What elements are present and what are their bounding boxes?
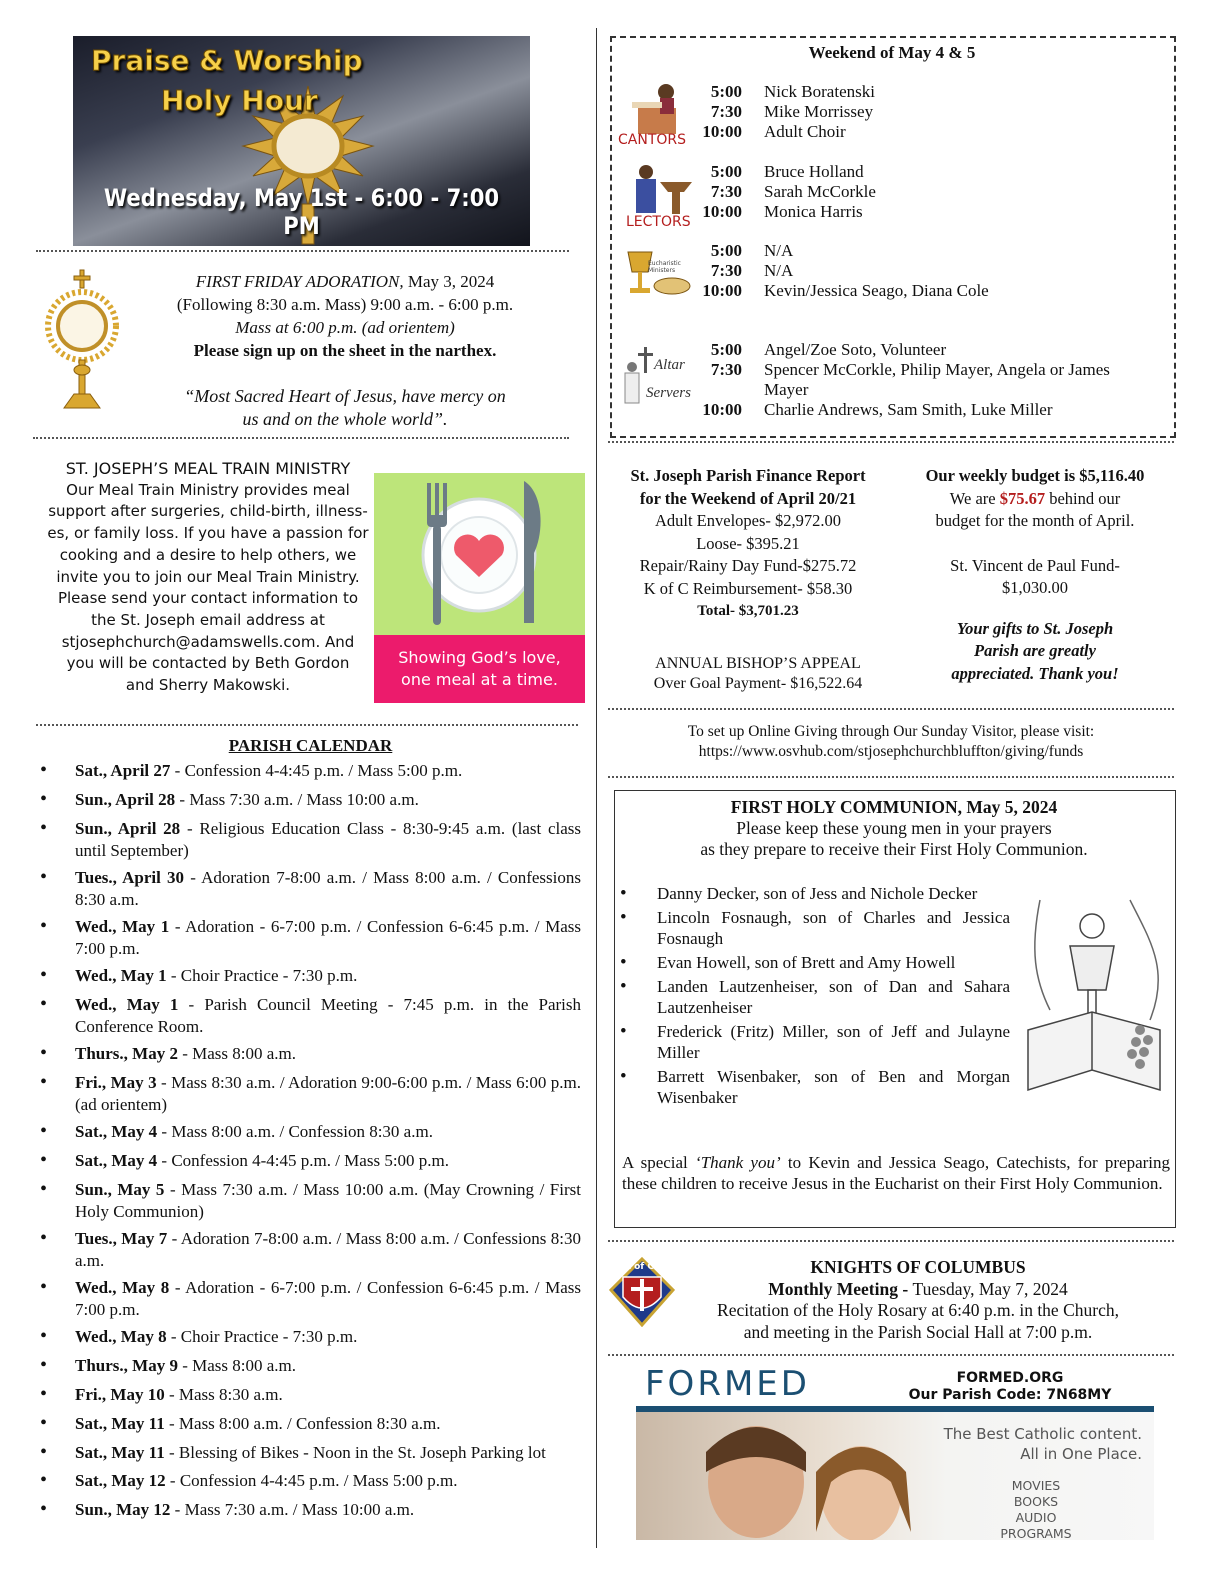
calendar-item bbox=[40, 1470, 581, 1492]
svdp-amount: $1,030.00 bbox=[1002, 578, 1068, 597]
calendar-day: Fri., May 10 bbox=[75, 1385, 165, 1404]
calendar-text: Adoration - 6-7:00 p.m. / Confession 6-6:45 p.m. / Mass 7:00 p.m. bbox=[75, 917, 581, 958]
servers-illustration bbox=[618, 345, 690, 413]
minister-name: Monica Harris bbox=[764, 202, 863, 221]
lectors-label: LECTORS bbox=[626, 214, 691, 230]
bishops-appeal bbox=[608, 654, 908, 694]
giving-url[interactable]: https://www.osvhub.com/stjosephchurchbluffton/giving/funds bbox=[698, 743, 1084, 760]
online-giving bbox=[608, 722, 1174, 762]
time: 10:00 bbox=[702, 202, 742, 221]
calendar-day: Wed., May 8 bbox=[75, 1327, 167, 1346]
formed-tagline bbox=[912, 1424, 1142, 1464]
calendar-day: Wed., May 1 bbox=[75, 995, 179, 1014]
calendar-text: Mass 7:30 a.m. / Mass 10:00 a.m. (May Crowning / First Holy Communion) bbox=[75, 1180, 581, 1221]
calendar-sep: - bbox=[164, 1180, 182, 1199]
finance-title-1: St. Joseph Parish Finance Report bbox=[630, 466, 866, 485]
calendar-day: Sat., May 11 bbox=[75, 1414, 165, 1433]
first-friday-date: May 3, 2024 bbox=[403, 272, 495, 291]
calendar-item bbox=[40, 1384, 581, 1406]
calendar-text: Parish Council Meeting - 7:45 p.m. in the Parish Conference Room. bbox=[75, 995, 581, 1036]
formed-item: MOVIES bbox=[1011, 1478, 1061, 1493]
chalice-book-illustration bbox=[1020, 880, 1170, 1112]
kofc-section bbox=[680, 1257, 1156, 1343]
calendar-item bbox=[40, 1413, 581, 1435]
giving-text: To set up Online Giving through Our Sunday Visitor, please visit: bbox=[687, 723, 1095, 740]
time: 5:00 bbox=[710, 82, 742, 101]
time: 10:00 bbox=[702, 281, 742, 300]
divider bbox=[608, 1354, 1174, 1356]
calendar-item bbox=[40, 1277, 581, 1320]
appeal-title: ANNUAL BISHOP’S APPEAL bbox=[655, 655, 861, 672]
calendar-text: Mass 7:30 a.m. / Mass 10:00 a.m. bbox=[184, 1499, 415, 1519]
first-friday-title: FIRST FRIDAY ADORATION, bbox=[195, 272, 404, 291]
minister-name: Bruce Holland bbox=[764, 162, 864, 181]
behind-line-2: budget for the month of April. bbox=[935, 511, 1135, 530]
minister-name: Kevin/Jessica Seago, Diana Cole bbox=[764, 281, 989, 300]
meal-line: Our Meal Train Ministry provides meal bbox=[66, 480, 350, 499]
calendar-sep: - bbox=[169, 1278, 186, 1297]
meal-line: invite you to join our Meal Train Ministry. bbox=[56, 567, 360, 586]
time: 5:00 bbox=[710, 162, 742, 181]
divider bbox=[608, 708, 1174, 710]
minister-name: Spencer McCorkle, Philip Mayer, Angela or James bbox=[764, 360, 1110, 379]
calendar-item bbox=[40, 1326, 581, 1348]
formed-item: AUDIO bbox=[1015, 1510, 1057, 1525]
banner-line2: Holy Hour bbox=[161, 84, 318, 117]
lectors-icon bbox=[622, 162, 702, 232]
altar-servers-icon bbox=[618, 345, 690, 413]
calendar-sep: - bbox=[156, 1073, 172, 1092]
monstrance-icon bbox=[42, 268, 122, 413]
communion-header bbox=[614, 797, 1174, 860]
calendar-text: Choir Practice - 7:30 p.m. bbox=[180, 1327, 358, 1346]
first-friday-signup: Please sign up on the sheet in the narthex. bbox=[193, 341, 497, 360]
communion-thanks-post: to Kevin and Jessica Seago, Catechists, for preparing these children to receive Jesus in the Eucharist on their First Holy Communion. bbox=[622, 1153, 1170, 1193]
meal-graphic-bg bbox=[374, 473, 585, 635]
calendar-item bbox=[40, 1179, 581, 1222]
calendar-day: Sat., May 4 bbox=[75, 1151, 158, 1170]
communion-thanks bbox=[622, 1152, 1170, 1194]
meal-line: you will be contacted by Beth Gordon bbox=[66, 654, 350, 673]
calendar-item bbox=[40, 1150, 581, 1172]
thanks-line: Your gifts to St. Joseph bbox=[956, 618, 1114, 638]
meal-title: ST. JOSEPH’S MEAL TRAIN MINISTRY bbox=[65, 459, 351, 478]
finance-line: Repair/Rainy Day Fund-$275.72 bbox=[639, 556, 857, 575]
svdp-title: St. Vincent de Paul Fund- bbox=[950, 555, 1120, 575]
finance-line: K of C Reimbursement- $58.30 bbox=[643, 578, 853, 598]
meal-line: the St. Joseph email address at bbox=[91, 610, 325, 629]
calendar-sep: - bbox=[180, 819, 200, 838]
calendar-item bbox=[40, 789, 581, 811]
time: 10:00 bbox=[702, 122, 742, 141]
formed-info bbox=[900, 1370, 1120, 1404]
kofc-meeting-label: Monthly Meeting - bbox=[768, 1278, 913, 1299]
calendar-text: Mass 8:00 a.m. bbox=[192, 1356, 297, 1375]
meal-line: Please send your contact information to bbox=[57, 589, 359, 608]
calendar-day: Sun., April 28 bbox=[75, 790, 176, 809]
meal-slogan-1: Showing God’s love, bbox=[398, 648, 561, 667]
calendar-day: Sat., April 27 bbox=[75, 761, 171, 780]
calendar-sep: - bbox=[175, 790, 190, 809]
calendar-day: Tues., April 30 bbox=[75, 868, 185, 887]
calendar-item bbox=[40, 1442, 581, 1464]
communicant-item: • Lincoln Fosnaugh, son of Charles and Jessica Fosnaugh bbox=[620, 907, 1010, 949]
banner-footer: Wednesday, May 1st - 6:00 - 7:00 PM bbox=[103, 184, 500, 240]
servers-label-1: Altar bbox=[654, 357, 685, 373]
minister-name: Mike Morrissey bbox=[764, 102, 874, 121]
behind-text: behind our bbox=[1045, 488, 1121, 508]
time: 7:30 bbox=[710, 261, 742, 280]
meal-line: stjosephchurch@adamswells.com. And bbox=[61, 632, 355, 651]
calendar-item bbox=[40, 916, 581, 959]
formed-tag-2: All in One Place. bbox=[1020, 1445, 1142, 1463]
calendar-sep: - bbox=[170, 1499, 185, 1519]
minister-name: Adult Choir bbox=[764, 122, 846, 141]
calendar-sep: - bbox=[166, 966, 181, 985]
calendar-text: Religious Education Class - 8:30-9:45 a.m. (last class until September) bbox=[75, 819, 581, 860]
finance-line: Loose- $395.21 bbox=[696, 533, 800, 553]
time: 5:00 bbox=[710, 340, 742, 359]
cantors-label: CANTORS bbox=[618, 132, 687, 148]
behind-text: We are bbox=[949, 488, 1000, 508]
divider bbox=[36, 724, 578, 726]
calendar-day: Sat., May 11 bbox=[75, 1443, 165, 1462]
lectors-schedule bbox=[700, 162, 876, 222]
formed-tag-1: The Best Catholic content. bbox=[943, 1425, 1142, 1443]
plate-icon bbox=[374, 473, 585, 635]
calendar-text: Mass 8:00 a.m. / Confession 8:30 a.m. bbox=[171, 1122, 433, 1141]
calendar-day: Wed., May 1 bbox=[75, 966, 167, 985]
calendar-title: PARISH CALENDAR bbox=[228, 736, 393, 755]
time: 7:30 bbox=[710, 360, 742, 379]
divider bbox=[608, 441, 1174, 443]
kofc-line: Recitation of the Holy Rosary at 6:40 p.m. in the Church, bbox=[717, 1300, 1119, 1320]
communicant-item: • Landen Lautzenheiser, son of Dan and Sahara Lautzenheiser bbox=[620, 976, 1010, 1018]
communicants-list bbox=[620, 883, 1010, 1111]
calendar-item bbox=[40, 965, 581, 987]
formed-site[interactable]: FORMED.ORG bbox=[956, 1370, 1064, 1386]
calendar-item bbox=[40, 1121, 581, 1143]
calendar-sep: - bbox=[184, 868, 202, 887]
eucharistic-ministers-icon bbox=[618, 246, 696, 304]
budget-section bbox=[895, 465, 1175, 685]
meal-slogan-2: one meal at a time. bbox=[401, 670, 558, 689]
cantors-icon bbox=[618, 78, 698, 150]
meal-line: es, or family loss. If you have a passion for bbox=[47, 524, 369, 543]
calendar-item bbox=[40, 1072, 581, 1115]
communicant-item: • Danny Decker, son of Jess and Nichole Decker bbox=[620, 883, 1010, 904]
communion-title: FIRST HOLY COMMUNION, May 5, 2024 bbox=[730, 797, 1058, 817]
calendar-day: Sat., May 4 bbox=[75, 1122, 158, 1141]
formed-ad-image bbox=[636, 1412, 1154, 1540]
calendar-item bbox=[40, 1043, 581, 1065]
meal-line: support after surgeries, child-birth, illness- bbox=[48, 502, 368, 521]
calendar-text: Choir Practice - 7:30 p.m. bbox=[180, 966, 358, 985]
communion-thanks-em: ‘Thank you’ bbox=[695, 1153, 781, 1172]
calendar-day: Sat., May 12 bbox=[75, 1470, 166, 1490]
time: 5:00 bbox=[710, 241, 742, 260]
calendar-text: Adoration 7-8:00 a.m. / Mass 8:00 a.m. / Confessions 8:30 a.m. bbox=[75, 868, 582, 909]
calendar-item bbox=[40, 760, 581, 782]
minister-name: Charlie Andrews, Sam Smith, Luke Miller bbox=[764, 400, 1053, 419]
first-friday-section bbox=[130, 270, 560, 431]
servers-label-2: Servers bbox=[646, 385, 691, 401]
weekly-budget: Our weekly budget is $5,116.40 bbox=[925, 466, 1145, 485]
divider bbox=[33, 437, 569, 439]
first-friday-quote-2: us and on the whole world”. bbox=[242, 409, 448, 429]
calendar-day: Fri., May 3 bbox=[75, 1073, 157, 1092]
divider bbox=[608, 776, 1174, 778]
calendar-item bbox=[40, 1355, 581, 1377]
finance-total: Total- $3,701.23 bbox=[697, 603, 799, 619]
holy-hour-banner bbox=[73, 36, 530, 246]
finance-report bbox=[608, 465, 888, 623]
calendar-sep: - bbox=[178, 995, 205, 1014]
eucharistic-label: Eucharistic Ministers bbox=[648, 260, 681, 274]
communicant-item: • Evan Howell, son of Brett and Amy Howell bbox=[620, 952, 1010, 973]
formed-item: PROGRAMS bbox=[1000, 1526, 1072, 1540]
calendar-day: Sun., April 28 bbox=[75, 819, 181, 838]
meal-line: and Sherry Makowski. bbox=[125, 676, 291, 695]
calendar-day: Tues., May 7 bbox=[75, 1229, 168, 1248]
calendar-day: Thurs., May 9 bbox=[75, 1356, 178, 1375]
first-friday-quote-1: “Most Sacred Heart of Jesus, have mercy on bbox=[184, 386, 506, 406]
calendar-sep: - bbox=[169, 917, 186, 936]
chalice-illustration bbox=[618, 246, 696, 304]
calendar-sep: - bbox=[167, 1229, 181, 1248]
kofc-emblem-text: K of C bbox=[624, 1262, 654, 1272]
calendar-day: Sun., May 5 bbox=[75, 1180, 165, 1199]
kofc-meeting-date: Tuesday, May 7, 2024 bbox=[912, 1278, 1068, 1299]
time: 7:30 bbox=[710, 182, 742, 201]
calendar-day: Thurs., May 2 bbox=[75, 1044, 178, 1063]
cantors-schedule bbox=[700, 82, 875, 142]
minister-name: N/A bbox=[764, 241, 794, 260]
thanks-line: appreciated. Thank you! bbox=[951, 663, 1119, 683]
calendar-sep: - bbox=[177, 1356, 193, 1375]
meal-slogan bbox=[374, 635, 585, 703]
formed-items bbox=[981, 1478, 1091, 1540]
eucharistic-schedule bbox=[700, 241, 989, 301]
calendar-text: Mass 8:30 a.m. / Adoration 9:00-6:00 p.m. / Mass 6:00 p.m. (ad orientem) bbox=[75, 1073, 581, 1114]
servers-schedule bbox=[700, 340, 1165, 420]
minister-name: Mayer bbox=[764, 380, 809, 399]
cantor-illustration bbox=[618, 78, 698, 134]
calendar-sep: - bbox=[157, 1151, 172, 1170]
calendar-sep: - bbox=[164, 1443, 179, 1462]
calendar-item bbox=[40, 1499, 581, 1521]
calendar-item bbox=[40, 818, 581, 861]
communion-thanks-pre: A special bbox=[622, 1153, 696, 1172]
kofc-title: KNIGHTS OF COLUMBUS bbox=[810, 1257, 1026, 1277]
calendar-text: Confession 4-4:45 p.m. / Mass 5:00 p.m. bbox=[179, 1470, 458, 1490]
calendar-sep: - bbox=[157, 1122, 172, 1141]
first-friday-hours: (Following 8:30 a.m. Mass) 9:00 a.m. - 6:00 p.m. bbox=[176, 295, 514, 314]
appeal-amount: Over Goal Payment- $16,522.64 bbox=[653, 675, 863, 692]
ministers-title: Weekend of May 4 & 5 bbox=[808, 43, 976, 62]
communion-sub: as they prepare to receive their First Holy Communion. bbox=[700, 839, 1088, 859]
calendar-day: Wed., May 1 bbox=[75, 917, 170, 936]
time: 7:30 bbox=[710, 102, 742, 121]
calendar-list bbox=[40, 760, 581, 1528]
calendar-day: Sun., May 12 bbox=[75, 1499, 171, 1519]
meal-line: cooking and a desire to help others, we bbox=[59, 545, 357, 564]
minister-name: Nick Boratenski bbox=[764, 82, 875, 101]
calendar-item bbox=[40, 994, 581, 1037]
formed-code: Our Parish Code: 7N68MY bbox=[908, 1387, 1112, 1403]
family-photo bbox=[636, 1412, 936, 1540]
divider bbox=[608, 1240, 1174, 1242]
calendar-text: Confession 4-4:45 p.m. / Mass 5:00 p.m. bbox=[184, 761, 463, 780]
calendar-text: Blessing of Bikes - Noon in the St. Joseph Parking lot bbox=[178, 1443, 546, 1462]
kofc-emblem bbox=[609, 1257, 675, 1327]
minister-name: Sarah McCorkle bbox=[764, 182, 876, 201]
communion-sub: Please keep these young men in your prayers bbox=[736, 818, 1052, 838]
meal-train-section bbox=[40, 458, 376, 697]
meal-graphic bbox=[374, 473, 585, 703]
banner-line1: Praise & Worship bbox=[91, 44, 363, 77]
calendar-sep: - bbox=[165, 1470, 180, 1490]
lector-illustration bbox=[622, 162, 702, 214]
time: 10:00 bbox=[702, 400, 742, 419]
first-friday-mass: Mass at 6:00 p.m. (ad orientem) bbox=[235, 318, 455, 337]
divider bbox=[36, 250, 569, 252]
calendar-text: Mass 8:30 a.m. bbox=[178, 1385, 283, 1404]
behind-amount: $75.67 bbox=[999, 488, 1046, 508]
finance-title-2: for the Weekend of April 20/21 bbox=[639, 488, 857, 508]
minister-name: N/A bbox=[764, 261, 794, 280]
formed-item: BOOKS bbox=[1013, 1494, 1059, 1509]
calendar-text: Mass 8:00 a.m. / Confession 8:30 a.m. bbox=[178, 1414, 441, 1433]
calendar-text: Mass 7:30 a.m. / Mass 10:00 a.m. bbox=[189, 790, 419, 809]
minister-name: Angel/Zoe Soto, Volunteer bbox=[764, 340, 947, 359]
calendar-text: Mass 8:00 a.m. bbox=[192, 1044, 297, 1063]
column-divider bbox=[596, 28, 597, 1548]
communicant-item: • Barrett Wisenbaker, son of Ben and Morgan Wisenbaker bbox=[620, 1066, 1010, 1108]
calendar-sep: - bbox=[166, 1327, 181, 1346]
formed-logo: FORMED bbox=[645, 1364, 810, 1404]
calendar-sep: - bbox=[177, 1044, 193, 1063]
calendar-item bbox=[40, 1228, 581, 1271]
calendar-day: Wed., May 8 bbox=[75, 1278, 170, 1297]
calendar-sep: - bbox=[164, 1414, 179, 1433]
calendar-text: Confession 4-4:45 p.m. / Mass 5:00 p.m. bbox=[171, 1151, 450, 1170]
calendar-item bbox=[40, 867, 581, 910]
kofc-line: and meeting in the Parish Social Hall at 7:00 p.m. bbox=[743, 1321, 1093, 1342]
thanks-line: Parish are greatly bbox=[974, 641, 1096, 660]
communicant-item: • Frederick (Fritz) Miller, son of Jeff and Julayne Miller bbox=[620, 1021, 1010, 1063]
calendar-sep: - bbox=[170, 761, 185, 780]
finance-line: Adult Envelopes- $2,972.00 bbox=[654, 511, 842, 530]
calendar-sep: - bbox=[164, 1385, 179, 1404]
calendar-text: Adoration 7-8:00 a.m. / Mass 8:00 a.m. / Confessions 8:30 a.m. bbox=[75, 1229, 581, 1270]
calendar-text: Adoration - 6-7:00 p.m. / Confession 6-6:45 p.m. / Mass 7:00 p.m. bbox=[75, 1278, 581, 1319]
